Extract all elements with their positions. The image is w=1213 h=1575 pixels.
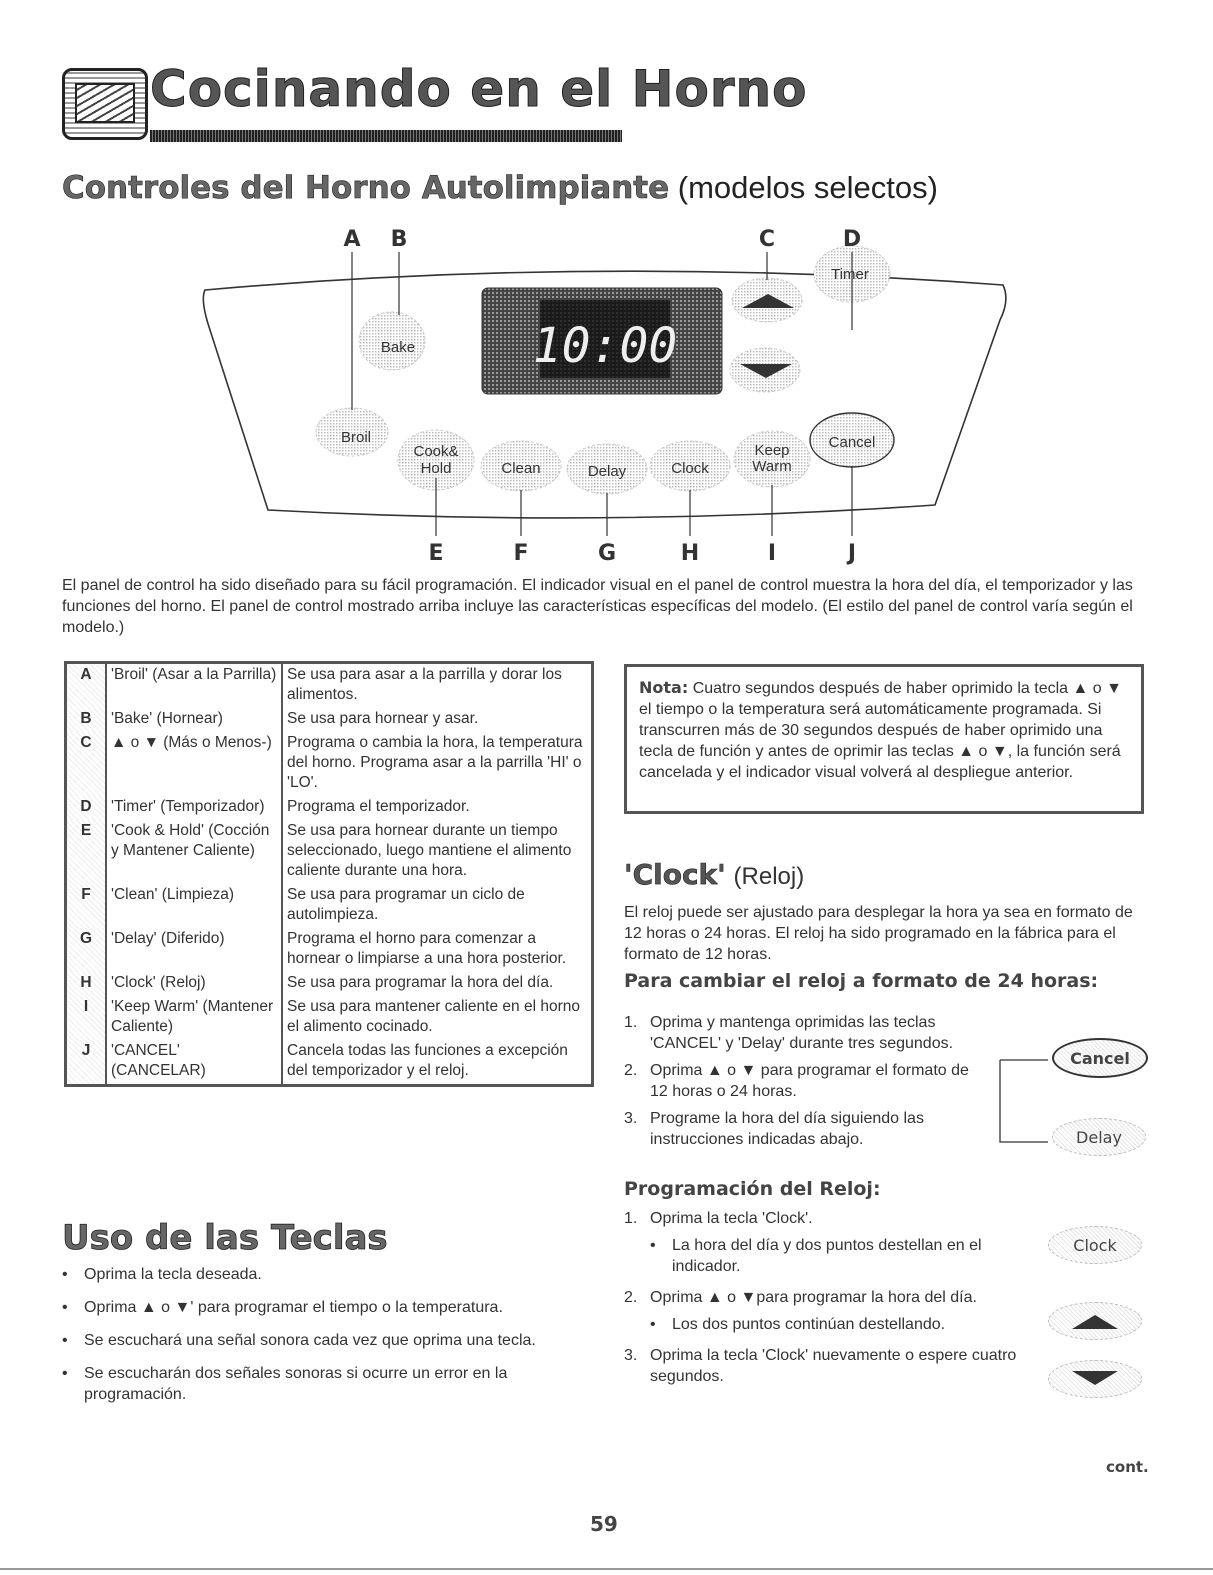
row-description: Se usa para asar a la parrilla y dorar los alimentos. [287, 666, 562, 703]
clock-section-title [624, 858, 804, 891]
broil-label: Broil [340, 429, 372, 446]
step-text: Oprima ▲ o ▼para programar la hora del día. [650, 1289, 977, 1306]
note-text: Cuatro segundos después de haber oprimido la tecla ▲ o ▼ el tiempo o la temperatura será automáticamente programada. Si transcurren más de 30 segundos después de haber oprimido una tecla de función y antes de oprimir las teclas ▲ o ▼, la función será cancelada y el indicador visual volverá al despliegue anterior. [639, 680, 1122, 781]
cook-hold-label-1: Cook& [413, 443, 459, 460]
table-row [66, 732, 593, 796]
oven-icon [62, 68, 148, 140]
up-arrow-icon [1070, 1311, 1120, 1331]
list-item [62, 1363, 582, 1405]
controls-table [64, 661, 594, 1087]
down-key-illustration [1048, 1360, 1142, 1398]
row-name: 'Keep Warm' (Mantener Caliente) [106, 996, 282, 1040]
clock-intro: El reloj puede ser ajustado para desplegar la hora ya sea en formato de 12 horas o 24 horas. El reloj ha sido programado en la fábrica para el formato de 12 horas. [624, 904, 1133, 963]
section-title-main: Controles del Horno Autolimpiante [62, 170, 670, 206]
list-item-text: Se escucharán dos señales sonoras si ocurre un error en la programación. [84, 1365, 508, 1403]
step-bullet-text: La hora del día y dos puntos destellan en el indicador. [672, 1237, 982, 1275]
delay-label: Delay [587, 463, 627, 480]
continued-marker: cont. [1106, 1458, 1149, 1476]
delay-key-illustration: Delay [1052, 1118, 1146, 1156]
keys-use-list [62, 1264, 582, 1417]
row-letter: I [66, 996, 107, 1040]
row-name: 'Broil' (Asar a la Parrilla) [106, 663, 282, 709]
table-row [66, 928, 593, 972]
row-letter: C [66, 732, 107, 796]
timer-label: Timer [831, 266, 869, 283]
label-g: G [597, 541, 617, 566]
format24-heading: Para cambiar el reloj a formato de 24 horas: [624, 970, 1099, 992]
control-panel-diagram [0, 220, 1213, 570]
list-item-text: Se escuchará una señal sonora cada vez que oprima una tecla. [84, 1332, 536, 1349]
step-number: 1. [624, 1210, 638, 1227]
list-item [62, 1297, 582, 1318]
table-row [66, 884, 593, 928]
bake-label: Bake [380, 339, 416, 356]
label-e: E [428, 541, 444, 566]
down-arrow-icon [1070, 1369, 1120, 1389]
list-item-text: Oprima la tecla deseada. [84, 1266, 262, 1283]
row-letter: G [66, 928, 107, 972]
step-text: Oprima la tecla 'Clock' nuevamente o espere cuatro segundos. [650, 1347, 1017, 1385]
label-i: I [767, 541, 777, 566]
step-number: 1. [624, 1014, 638, 1031]
keep-warm-label-2: Warm [752, 458, 792, 475]
list-item [624, 1108, 984, 1150]
row-description: Programa el temporizador. [287, 798, 470, 815]
row-description: Cancela todas las funciones a excepción del temporizador y el reloj. [287, 1042, 568, 1079]
list-item [62, 1264, 582, 1285]
clock-key-illustration: Clock [1048, 1226, 1142, 1264]
clock-programming-heading: Programación del Reloj: [624, 1178, 881, 1200]
step-number: 3. [624, 1347, 638, 1364]
display-readout: 10:00 [532, 318, 678, 374]
row-description: Se usa para hornear y asar. [287, 710, 479, 727]
list-item-text: Oprima ▲ o ▼' para programar el tiempo o la temperatura. [84, 1299, 503, 1316]
row-description: Se usa para mantener caliente en el horno el alimento cocinado. [287, 998, 580, 1035]
row-letter: H [66, 972, 107, 996]
table-row [66, 996, 593, 1040]
bullet: • [62, 1299, 68, 1316]
row-description: Programa o cambia la hora, la temperatura del horno. Programa asar a la parrilla 'HI' o 'LO'. [287, 734, 583, 791]
row-name: 'Bake' (Hornear) [106, 708, 282, 732]
row-name: 'Delay' (Diferido) [106, 928, 282, 972]
format24-steps [624, 1012, 984, 1156]
up-key-illustration [1048, 1302, 1142, 1340]
table-row [66, 820, 593, 884]
row-description: Se usa para hornear durante un tiempo seleccionado, luego mantiene el alimento caliente durante una hora. [287, 822, 572, 879]
list-item [624, 1060, 984, 1102]
note-label: Nota: [639, 678, 689, 697]
clean-label: Clean [501, 460, 541, 477]
clock-programming-steps [624, 1208, 1024, 1393]
step-text: Oprima la tecla 'Clock'. [650, 1210, 813, 1227]
label-d: D [842, 227, 862, 252]
bullet: • [650, 1316, 656, 1333]
intro-paragraph: El panel de control ha sido diseñado para su fácil programación. El indicador visual en el panel de control muestra la hora del día, el temporizador y las funciones del horno. El panel de control mostrado arriba incluye las características específicas del modelo. (El estilo del panel de control varía según el modelo.) [62, 577, 1133, 636]
step-number: 2. [624, 1289, 638, 1306]
keep-warm-label-1: Keep [754, 442, 790, 459]
row-name: 'CANCEL' (CANCELAR) [106, 1040, 282, 1086]
table-row [66, 1040, 593, 1086]
bullet: • [62, 1266, 68, 1283]
label-h: H [680, 541, 700, 566]
list-item [624, 1012, 984, 1054]
table-row [66, 663, 593, 709]
step-text: Oprima ▲ o ▼ para programar el formato de 12 horas o 24 horas. [650, 1062, 969, 1100]
row-description: Se usa para programar la hora del día. [287, 974, 554, 991]
clock-subtitle: (Reloj) [733, 863, 805, 890]
label-f: F [513, 541, 529, 566]
row-name: 'Clean' (Limpieza) [106, 884, 282, 928]
label-j: J [847, 541, 857, 566]
table-row [66, 796, 593, 820]
row-name: 'Clock' (Reloj) [106, 972, 282, 996]
row-name: 'Cook & Hold' (Cocción y Mantener Caliente) [106, 820, 282, 884]
row-letter: A [66, 663, 107, 709]
step-bullet-text: Los dos puntos continúan destellando. [672, 1316, 946, 1333]
table-row [66, 708, 593, 732]
row-name: ▲ o ▼ (Más o Menos-) [106, 732, 282, 796]
step-text: Oprima y mantenga oprimidas las teclas 'CANCEL' y 'Delay' durante tres segundos. [650, 1014, 954, 1052]
row-letter: B [66, 708, 107, 732]
section-subtitle: (modelos selectos) [677, 170, 938, 205]
clock-label: Clock [671, 460, 709, 477]
step-number: 2. [624, 1062, 638, 1079]
list-item [62, 1330, 582, 1351]
cook-hold-label-2: Hold [420, 460, 452, 477]
bullet: • [650, 1237, 656, 1254]
cancel-key-illustration: Cancel [1052, 1038, 1148, 1078]
row-letter: E [66, 820, 107, 884]
row-name: 'Timer' (Temporizador) [106, 796, 282, 820]
title-rule [150, 130, 622, 142]
page-number: 59 [590, 1512, 618, 1536]
label-a: A [343, 227, 361, 252]
row-description: Se usa para programar un ciclo de autolimpieza. [287, 886, 525, 923]
bullet: • [62, 1365, 68, 1382]
label-b: B [390, 227, 408, 252]
clock-title-main: 'Clock' [624, 858, 726, 891]
row-letter: D [66, 796, 107, 820]
row-letter: J [66, 1040, 107, 1086]
keys-use-title: Uso de las Teclas [62, 1218, 388, 1258]
step-number: 3. [624, 1110, 638, 1127]
row-description: Programa el horno para comenzar a hornear o limpiarse a una hora posterior. [287, 930, 567, 967]
note-box [624, 664, 1144, 814]
bottom-rule [0, 1568, 1213, 1570]
bullet: • [62, 1332, 68, 1349]
table-row [66, 972, 593, 996]
page-title: Cocinando en el Horno [150, 60, 808, 118]
label-c: C [758, 227, 776, 252]
cancel-label: Cancel [828, 434, 876, 451]
step-text: Programe la hora del día siguiendo las instrucciones indicadas abajo. [650, 1110, 924, 1148]
row-letter: F [66, 884, 107, 928]
section-title [62, 170, 938, 206]
